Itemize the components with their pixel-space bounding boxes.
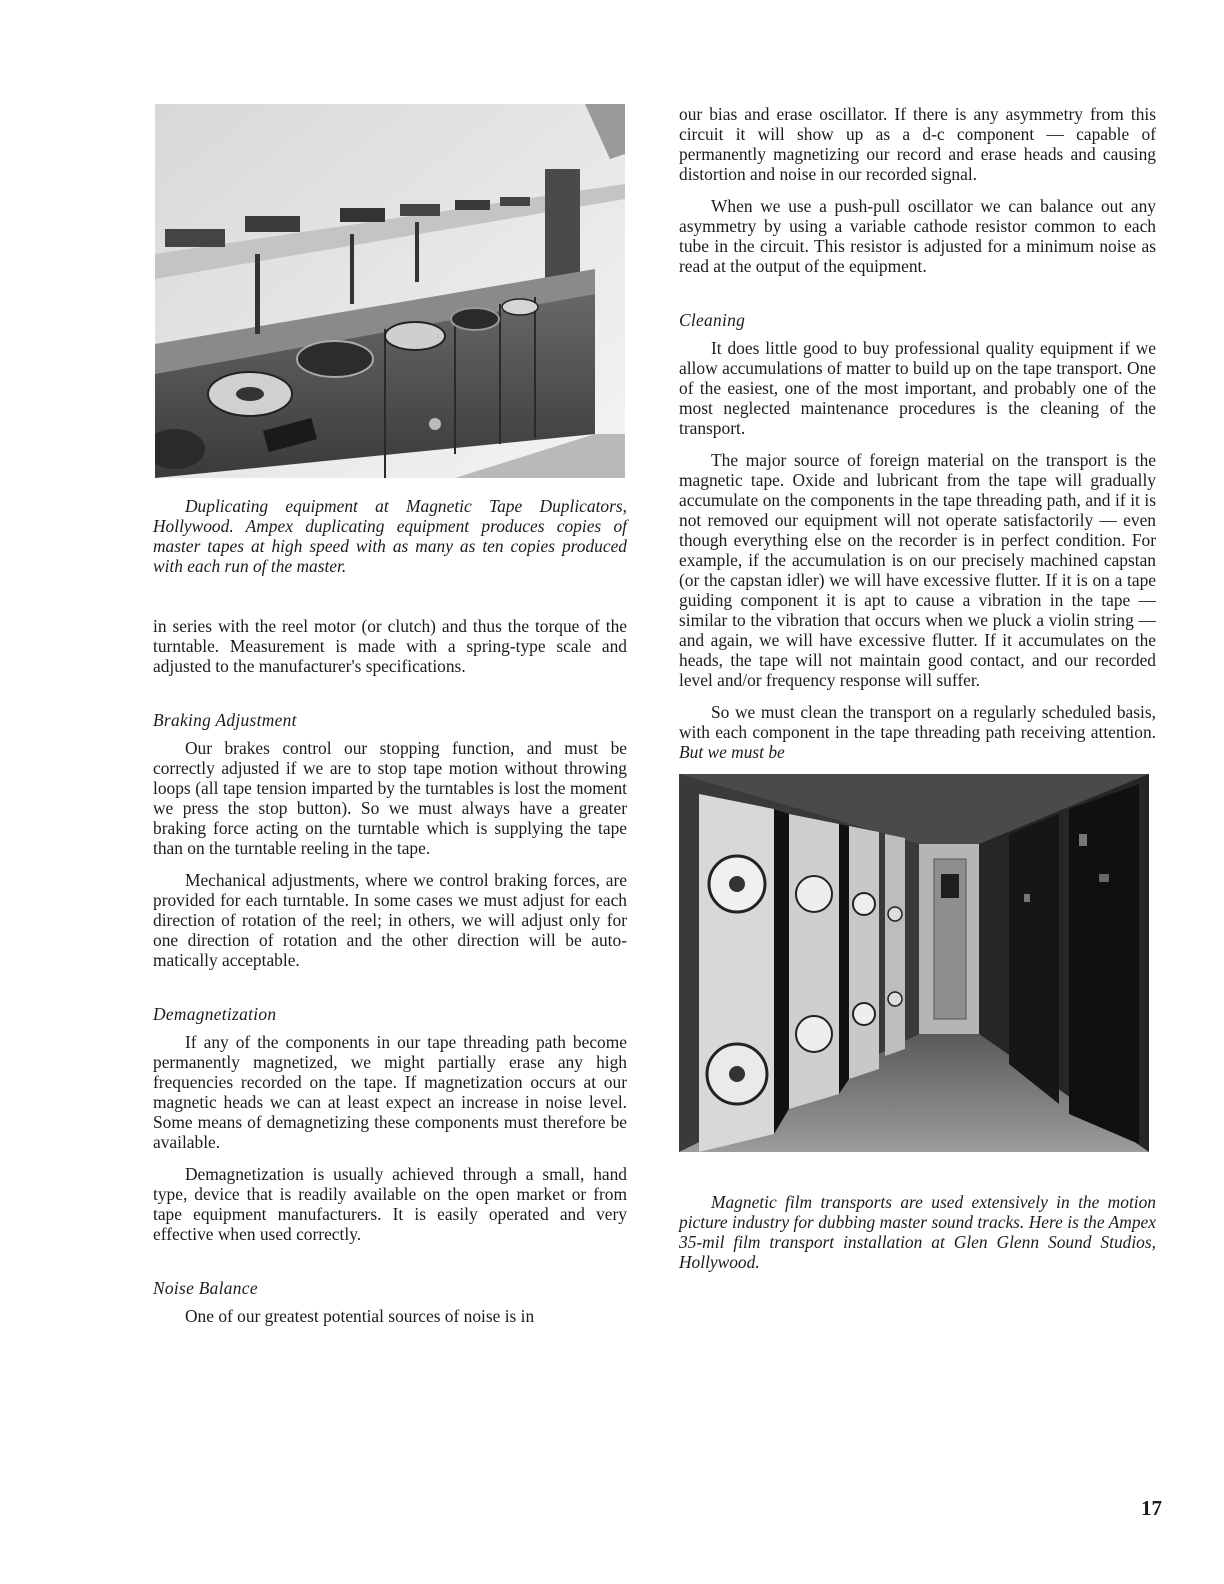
cleaning-paragraph-3 xyxy=(679,702,1156,762)
left-column xyxy=(153,104,627,1326)
cleaning-paragraph-3-emphasis: But we must be xyxy=(679,742,785,762)
demagnetization-paragraph-2: Demagnetization is usually achieved through a small, hand type, device that is readily available on the open market or from tape equipment manufacturers. It is easily operated and very effective when used correctly. xyxy=(153,1164,627,1244)
noise-balance-continued: our bias and erase oscillator. If there is any asymmetry from this circuit it will show up as a d-c component — capable of permanently magnetizing our record and erase heads and causing distortion and noise in our recorded signal. xyxy=(679,104,1156,184)
photo-duplicating-caption: Duplicating equipment at Magnetic Tape Duplicators, Hollywood. Ampex duplicating equipment produces copies of master tapes at high speed with as many as ten copies produced with each run of the master. xyxy=(153,496,627,576)
right-column xyxy=(679,104,1156,1272)
demagnetization-heading: Demagnetization xyxy=(153,1004,277,1024)
photo-film-transports xyxy=(679,774,1149,1152)
cleaning-heading: Cleaning xyxy=(679,310,746,330)
braking-adjustment-heading: Braking Adjustment xyxy=(153,710,297,730)
photo-duplicating-equipment xyxy=(155,104,625,478)
braking-paragraph-2: Mechanical adjustments, where we control braking forces, are provided for each turntable. In some cases we must adjust for each direction of rotation of the reel; in others, we will adjust only for one direction of rotation and the other direction will be automatically acceptable. xyxy=(153,870,627,970)
noise-balance-paragraph-2: When we use a push-pull oscillator we can balance out any asymmetry by using a variable cathode resistor common to each tube in the circuit. This resistor is adjusted for a minimum noise as read at the output of the equipment. xyxy=(679,196,1156,276)
intro-paragraph: in series with the reel motor (or clutch) and thus the torque of the turntable. Measurement is made with a spring-type scale and adjusted to the manufacturer's specifications. xyxy=(153,616,627,676)
demagnetization-paragraph-1: If any of the components in our tape threading path become permanently magnetized, we might partially erase any high frequencies recorded on the tape. If magnetization occurs at our magnetic heads we can at least expect an increase in noise level. Some means of demagnetizing these components must therefore be available. xyxy=(153,1032,627,1152)
photo-duplicating-equipment-graphic xyxy=(155,104,625,478)
cleaning-paragraph-1: It does little good to buy professional quality equipment if we allow accumulations of matter to build up on the tape transport. One of the easiest, one of the most important, and probably one of the most neglected maintenance procedures is the cleaning of the transport. xyxy=(679,338,1156,438)
noise-balance-paragraph-1: One of our greatest potential sources of noise is in xyxy=(185,1306,535,1326)
photo-film-transports-graphic xyxy=(679,774,1149,1152)
cleaning-paragraph-3-text: So we must clean the transport on a regularly scheduled basis, with each component in the tape threading path receiving attention. xyxy=(679,702,1156,742)
page-number: 17 xyxy=(1141,1496,1162,1520)
photo-film-transports-caption: Magnetic film transports are used extensively in the motion picture industry for dubbing master sound tracks. Here is the Ampex 35-mil film transport installation at Glen Glenn Sound Studios, Hollywood. xyxy=(679,1192,1156,1272)
noise-balance-heading: Noise Balance xyxy=(153,1278,258,1298)
braking-paragraph-1: Our brakes control our stopping function, and must be correctly adjusted if we are to stop tape motion without throwing loops (all tape tension imparted by the turntables is lost the moment we press the stop button). So we must always have a greater braking force acting on the turntable which is supplying the tape than on the turntable reeling in the tape. xyxy=(153,738,627,858)
cleaning-paragraph-2: The major source of foreign material on the transport is the magnetic tape. Oxide and lubricant from the tape will gradually accumulate on the components in the tape threading path, and if it is not removed our equipment will not operate satisfactorily — even though everything else on the recorder is in perfect condition. For example, if the accumulation is on our precisely machined capstan (or the capstan idler) we will have excessive flutter. If it is on a tape guiding component it is apt to cause a vibration in the tape — similar to the vibration that occurs when we pluck a violin string — and again, we will have excessive flutter. If it accumulates on the heads, the tape will not maintain good contact, and our recorded level and/or frequency response will suffer. xyxy=(679,450,1156,690)
